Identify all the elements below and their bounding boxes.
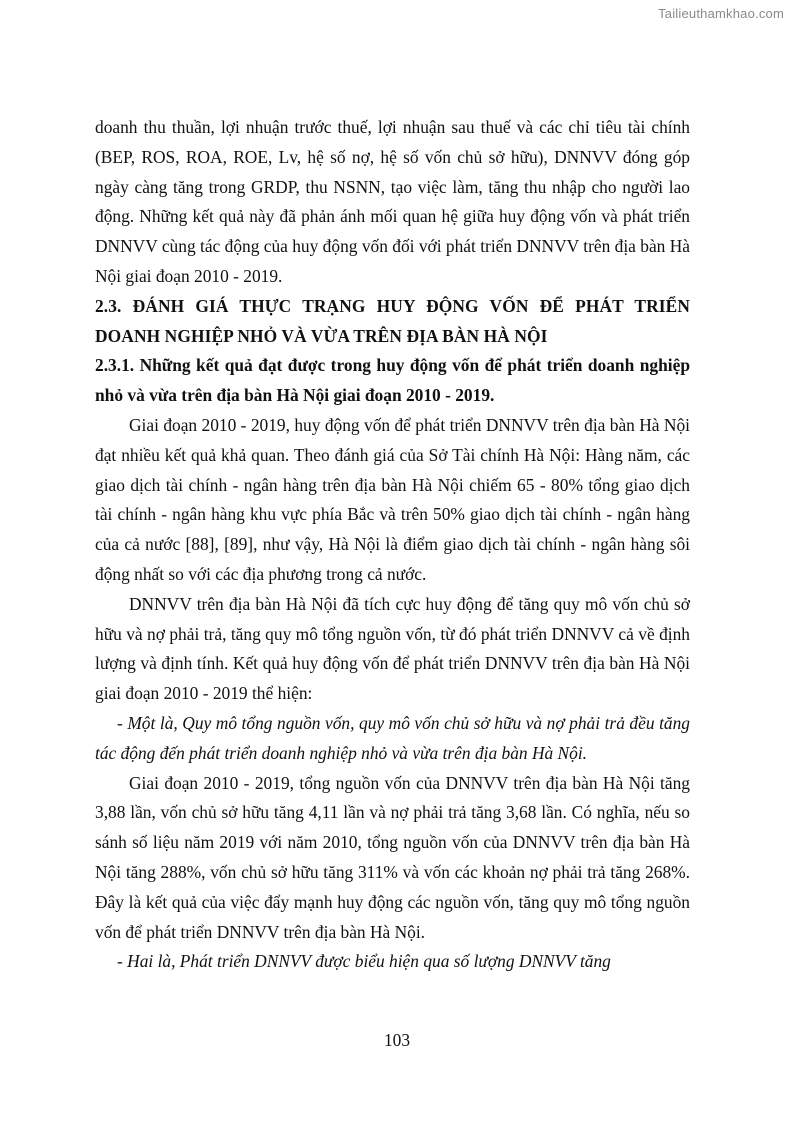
paragraph-capital-growth: Giai đoạn 2010 - 2019, tổng nguồn vốn của DNNVV trên địa bàn Hà Nội tăng 3,88 lần, vốn chủ sở hữu tăng 4,11 lần và nợ phải trả tăng 3,68 lần. Có nghĩa, nếu so sánh số liệu năm 2019 với năm 2010, tổng nguồn vốn của DNNVV trên địa bàn Hà Nội tăng 288%, vốn chủ sở hữu tăng 311% và vốn các khoản nợ phải trả tăng 268%. Đây là kết quả của việc đẩy mạnh huy động các nguồn vốn, tăng quy mô tổng nguồn vốn để phát triển DNNVV trên địa bàn Hà Nội. <box>95 772 690 942</box>
paragraph-continuation: doanh thu thuần, lợi nhuận trước thuế, lợi nhuận sau thuế và các chỉ tiêu tài chính (BEP, ROS, ROA, ROE, Lv, hệ số nợ, hệ số vốn chủ sở hữu), DNNVV đóng góp ngày càng tăng trong GRDP, thu NSNN, tạo việc làm, tăng thu nhập cho người lao động. Những kết quả này đã phản ánh mối quan hệ giữa huy động vốn và phát triển DNNVV cùng tác động của huy động vốn đối với phát triển DNNVV trên địa bàn Hà Nội giai đoạn 2010 - 2019. <box>95 117 690 286</box>
watermark: Tailieuthamkhao.com <box>658 6 784 21</box>
list-item-first: - Một là, Quy mô tổng nguồn vốn, quy mô vốn chủ sở hữu và nợ phải trả đều tăng tác động đến phát triển doanh nghiệp nhỏ và vừa trên địa bàn Hà Nội. <box>95 712 690 763</box>
document-body <box>95 113 690 977</box>
paragraph-capital-mobilization: DNNVV trên địa bàn Hà Nội đã tích cực huy động để tăng quy mô vốn chủ sở hữu và nợ phải trả, tăng quy mô tổng nguồn vốn, từ đó phát triển DNNVV cả về định lượng và định tính. Kết quả huy động vốn để phát triển DNNVV trên địa bàn Hà Nội giai đoạn 2010 - 2019 thể hiện: <box>95 593 690 704</box>
paragraph-financial-transactions: Giai đoạn 2010 - 2019, huy động vốn để phát triển DNNVV trên địa bàn Hà Nội đạt nhiều kết quả khả quan. Theo đánh giá của Sở Tài chính Hà Nội: Hàng năm, các giao dịch tài chính - ngân hàng trên địa bàn Hà Nội chiếm 65 - 80% tổng giao dịch tài chính - ngân hàng khu vực phía Bắc và trên 50% giao dịch tài chính - ngân hàng của cả nước [88], [89], như vậy, Hà Nội là điểm giao dịch tài chính - ngân hàng sôi động nhất so với các địa phương trong cả nước. <box>95 414 690 584</box>
page-number: 103 <box>383 1030 411 1050</box>
section-heading-2-3: 2.3. ĐÁNH GIÁ THỰC TRẠNG HUY ĐỘNG VỐN ĐỂ PHÁT TRIỂN DOANH NGHIỆP NHỎ VÀ VỪA TRÊN ĐỊA BÀN HÀ NỘI <box>95 295 690 346</box>
subsection-heading-2-3-1: 2.3.1. Những kết quả đạt được trong huy động vốn để phát triển doanh nghiệp nhỏ và vừa trên địa bàn Hà Nội giai đoạn 2010 - 2019. <box>95 355 690 406</box>
list-item-second: - Hai là, Phát triển DNNVV được biểu hiện qua số lượng DNNVV tăng <box>117 951 611 972</box>
